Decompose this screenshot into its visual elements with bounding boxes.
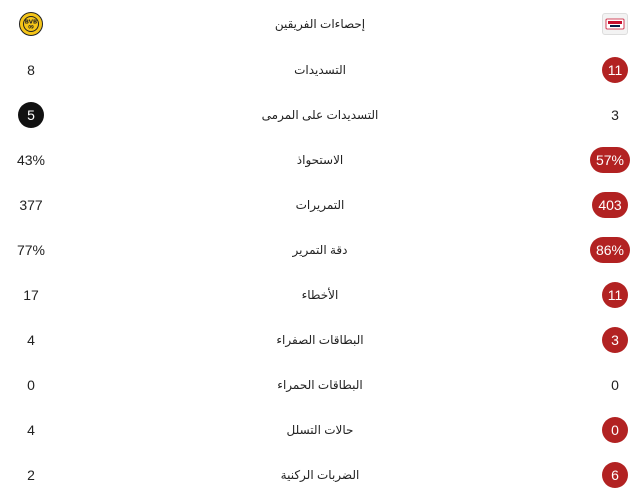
stat-label-shots-on-target: التسديدات على المرمى <box>261 107 379 122</box>
svg-text:09: 09 <box>28 24 34 29</box>
away-value-possession: 43% <box>16 151 46 168</box>
stat-row-fouls <box>0 272 640 317</box>
home-value-shots: 11 <box>602 57 629 83</box>
home-value-offsides: 0 <box>602 417 628 443</box>
rb-leipzig-crest-icon <box>602 13 628 35</box>
away-value-passes: 377 <box>19 196 43 213</box>
home-value-passes: 403 <box>592 192 627 218</box>
stat-row-yellow-cards <box>0 317 640 362</box>
stat-label-pass-accuracy: دقة التمرير <box>292 242 348 257</box>
svg-text:BVB: BVB <box>24 19 38 25</box>
stat-label-shots: التسديدات <box>294 62 346 77</box>
away-team-logo <box>0 0 62 47</box>
home-value-yellow-cards: 3 <box>602 327 628 353</box>
stat-label-corners: الضربات الركنية <box>280 467 360 482</box>
stat-row-offsides <box>0 407 640 452</box>
stat-label-red-cards: البطاقات الحمراء <box>277 377 363 392</box>
home-value-fouls: 11 <box>602 282 629 308</box>
home-value-possession: 57% <box>590 147 630 173</box>
stat-row-pass-accuracy <box>0 227 640 272</box>
stat-row-passes <box>0 182 640 227</box>
stat-label-passes: التمريرات <box>295 197 345 212</box>
stat-row-corners <box>0 452 640 497</box>
bvb-crest-icon <box>19 12 43 36</box>
team-stats-header <box>0 0 640 47</box>
away-value-shots-on-target: 5 <box>18 102 44 128</box>
home-value-corners: 6 <box>602 462 628 488</box>
stat-label-yellow-cards: البطاقات الصفراء <box>276 332 364 347</box>
away-value-red-cards: 0 <box>27 376 35 393</box>
away-value-corners: 2 <box>27 466 35 483</box>
away-value-offsides: 4 <box>27 421 35 438</box>
away-value-yellow-cards: 4 <box>27 331 35 348</box>
home-value-shots-on-target: 3 <box>611 106 619 123</box>
stat-label-offsides: حالات التسلل <box>286 422 354 437</box>
stats-title: إحصاءات الفريقين <box>274 16 366 31</box>
away-value-shots: 8 <box>27 61 35 78</box>
home-value-red-cards: 0 <box>611 376 619 393</box>
away-value-pass-accuracy: 77% <box>16 241 46 258</box>
stat-row-possession <box>0 137 640 182</box>
home-value-pass-accuracy: 86% <box>590 237 630 263</box>
away-value-fouls: 17 <box>23 286 39 303</box>
stat-label-possession: الاستحواذ <box>296 152 344 167</box>
stat-row-shots <box>0 47 640 92</box>
stat-row-red-cards <box>0 362 640 407</box>
stat-row-shots-on-target <box>0 92 640 137</box>
home-team-logo <box>590 0 640 47</box>
stat-label-fouls: الأخطاء <box>301 287 339 302</box>
